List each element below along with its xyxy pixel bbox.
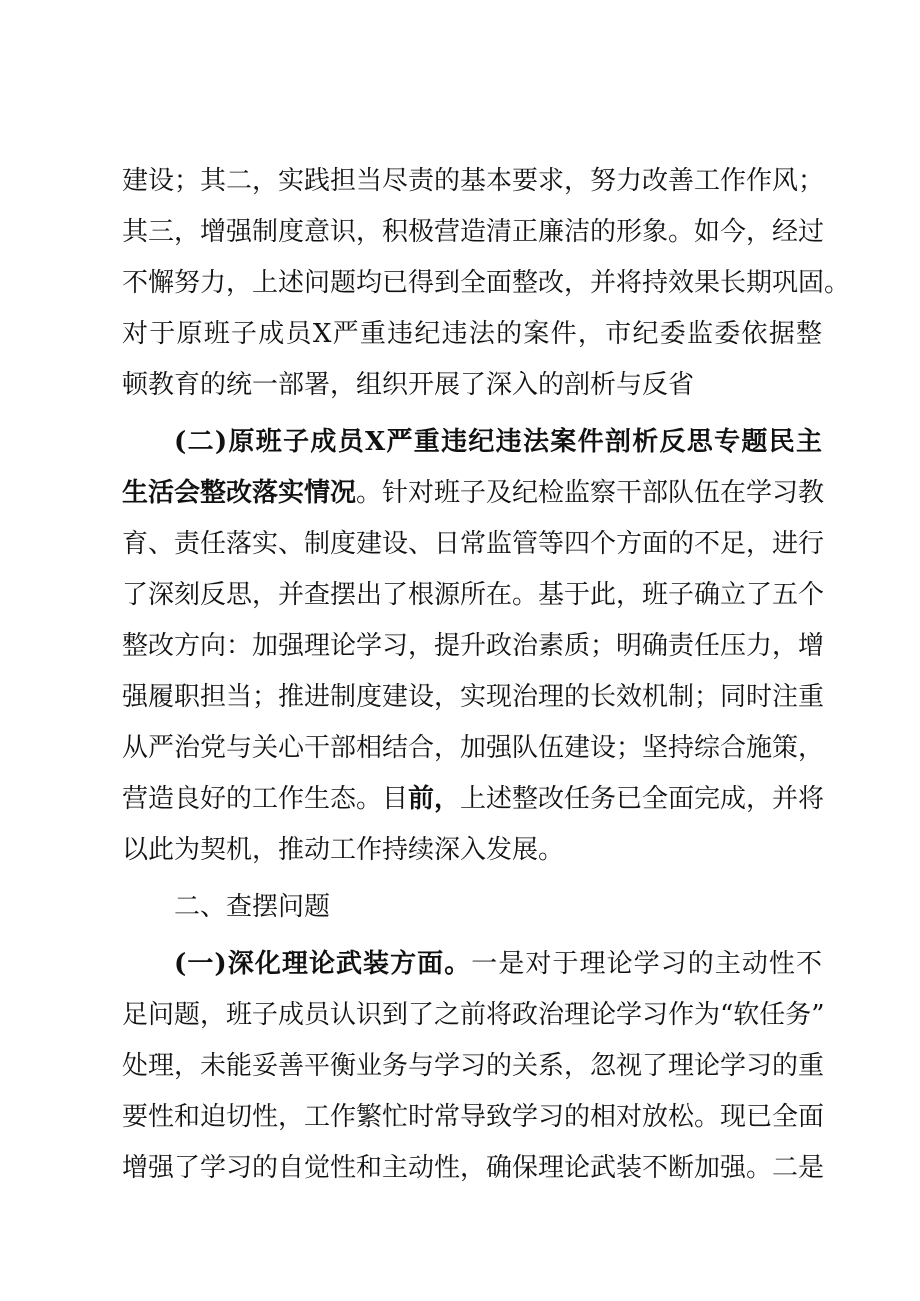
paragraph-line: 整改方向：加强理论学习，提升政治素质；明确责任压力，增 <box>122 631 825 661</box>
paragraph-line: 足问题，班子成员认识到了之前将政治理论学习作为“软任务” <box>122 1000 825 1030</box>
paragraph-line: 强履职担当；推进制度建设，实现治理的长效机制；同时注重 <box>122 682 825 712</box>
paragraph-line <box>122 775 825 823</box>
paragraph-line: 以此为契机，推动工作持续深入发展。 <box>122 835 565 865</box>
paragraph-line: 要性和迫切性，工作繁忙时常导致学习的相对放松。现已全面 <box>122 1102 825 1132</box>
paragraph-text: 营造良好的工作生态。目 <box>122 784 409 814</box>
paragraph-text: 。针对班子及纪检监察干部队伍在学习教 <box>356 478 825 508</box>
subsection-title: (二)原班子成员X严重违纪违法案件剖析反思专题民主 <box>174 427 822 457</box>
paragraph-line: 了深刻反思，并查摆出了根源所在。基于此，班子确立了五个 <box>122 580 825 610</box>
paragraph-line: 其三，增强制度意识，积极营造清正廉洁的形象。如今，经过 <box>122 217 825 247</box>
paragraph-text: 一是对于理论学习的主动性不 <box>471 949 822 979</box>
subsection-title: (一)深化理论武装方面。 <box>174 949 472 979</box>
bold-text: 前， <box>408 784 461 814</box>
paragraph-line: 对于原班子成员X严重违纪违法的案件，市纪委监委依据整 <box>122 319 822 349</box>
subsection-title-end: 生活会整改落实情况 <box>122 478 357 508</box>
paragraph-line: 从严治党与关心干部相结合，加强队伍建设；坚持综合施策， <box>122 733 825 763</box>
paragraph-line <box>122 469 825 517</box>
section-heading: 二、查摆问题 <box>174 892 331 922</box>
paragraph-line: 处理，未能妥善平衡业务与学习的关系，忽视了理论学习的重 <box>122 1051 825 1081</box>
paragraph-line: 建设；其二，实践担当尽责的基本要求，努力改善工作作风； <box>122 166 825 196</box>
paragraph-line: 育、责任落实、制度建设、日常监管等四个方面的不足，进行 <box>122 529 825 559</box>
paragraph-text: 上述整改任务已全面完成，并将 <box>460 784 825 814</box>
paragraph-line <box>174 940 822 988</box>
paragraph-line: 不懈努力，上述问题均已得到全面整改，并将持效果长期巩固。 <box>122 268 851 298</box>
paragraph-line: 顿教育的统一部署，组织开展了深入的剖析与反省 <box>122 370 695 400</box>
paragraph-line: 增强了学习的自觉性和主动性，确保理论武装不断加强。二是 <box>122 1153 825 1183</box>
